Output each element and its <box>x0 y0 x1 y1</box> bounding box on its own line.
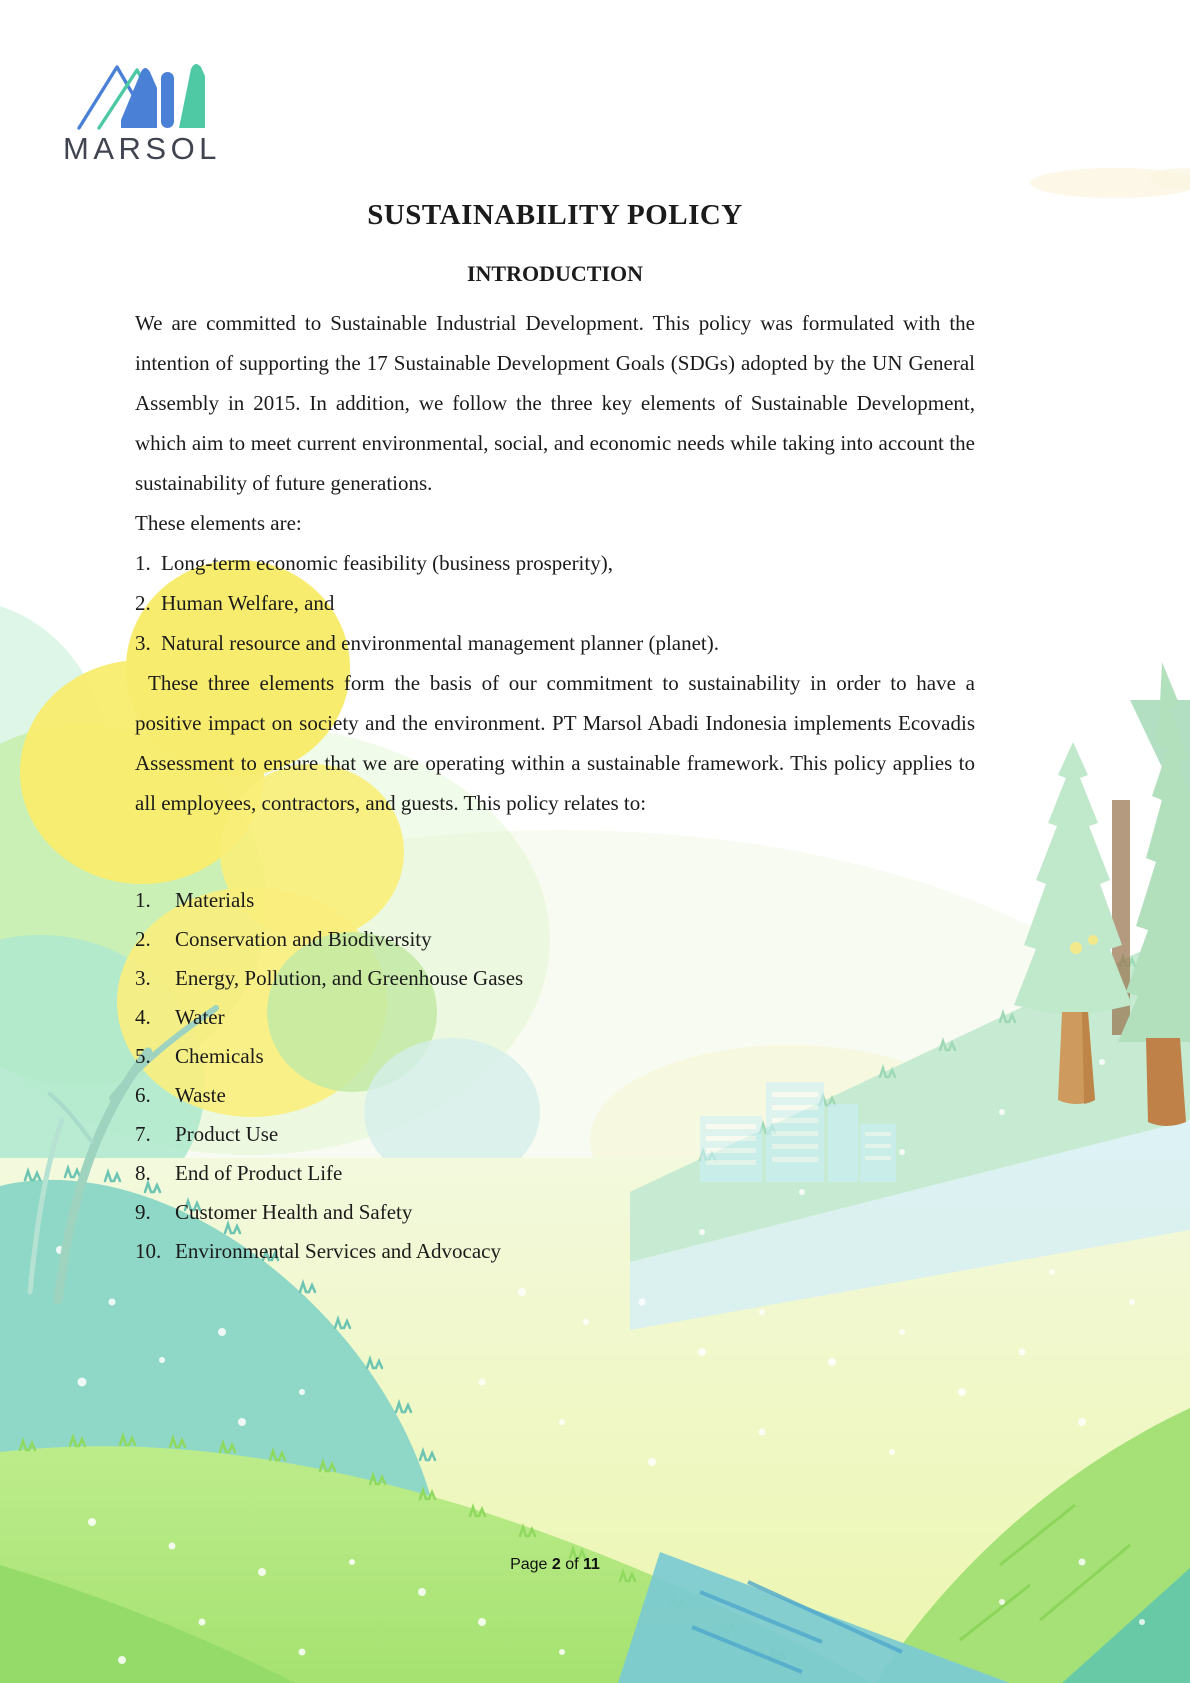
footer-page-number: 2 <box>551 1556 561 1573</box>
elements-list-item <box>135 583 975 623</box>
list-number: 1. <box>135 888 151 912</box>
document-title: SUSTAINABILITY POLICY <box>367 199 743 231</box>
policy-topic-item <box>135 998 975 1037</box>
policy-topic-item <box>135 1076 975 1115</box>
introduction-heading: INTRODUCTION <box>466 261 644 286</box>
list-number: 2. <box>135 591 151 615</box>
list-text: Water <box>175 1005 225 1029</box>
footer-prefix: Page <box>510 1556 552 1573</box>
policy-topic-item <box>135 920 975 959</box>
list-text: End of Product Life <box>175 1161 343 1185</box>
marsol-logo-mark-icon <box>77 54 209 130</box>
list-text: Environmental Services and Advocacy <box>175 1239 501 1263</box>
footer-separator: of <box>560 1556 584 1573</box>
marsol-wordmark: MARSOL <box>63 131 221 166</box>
list-text: Materials <box>175 888 255 912</box>
list-text: Conservation and Biodiversity <box>175 927 432 951</box>
list-number: 8. <box>135 1161 151 1185</box>
list-number: 7. <box>135 1122 151 1146</box>
list-text: Human Welfare, and <box>161 591 335 615</box>
list-text: Product Use <box>175 1122 279 1146</box>
list-text: Energy, Pollution, and Greenhouse Gases <box>175 966 524 990</box>
footer-page-indicator <box>135 1556 975 1574</box>
elements-lead: These elements are: <box>135 511 302 535</box>
list-text: Customer Health and Safety <box>175 1200 413 1224</box>
list-number: 9. <box>135 1200 151 1224</box>
list-number: 3. <box>135 966 151 990</box>
list-number: 1. <box>135 551 151 575</box>
intro-paragraph: We are committed to Sustainable Industrial Development. This policy was formulated with the intention of supporting the 17 Sustainable Development Goals (SDGs) adopted by the UN General Assembly in 2015. In addition, we follow the three key elements of Sustainable Development, which aim to meet current environmental, social, and economic needs while taking into account the sustainability of future generations. <box>135 311 975 495</box>
policy-topic-item <box>135 1115 975 1154</box>
policy-topic-item <box>135 1232 975 1271</box>
policy-topic-item <box>135 959 975 998</box>
footer-total-pages: 11 <box>583 1556 600 1573</box>
elements-list-item <box>135 543 975 583</box>
elements-list-item <box>135 623 975 663</box>
policy-topic-item <box>135 1037 975 1076</box>
list-number: 5. <box>135 1044 151 1068</box>
list-number: 2. <box>135 927 151 951</box>
elements-list <box>135 543 975 663</box>
commitment-paragraph: These three elements form the basis of our commitment to sustainability in order to have a positive impact on society and the environment. PT Marsol Abadi Indonesia implements Ecovadis Assessment to ensure that we are operating within a sustainable framework. This policy applies to all employees, contractors, and guests. This policy relates to: <box>135 671 975 815</box>
list-text: Waste <box>175 1083 226 1107</box>
list-number: 4. <box>135 1005 151 1029</box>
document-body <box>135 197 975 1271</box>
list-text: Chemicals <box>175 1044 264 1068</box>
marsol-logo <box>63 54 233 167</box>
policy-topics-list <box>135 881 975 1271</box>
list-number: 6. <box>135 1083 151 1107</box>
policy-topic-item <box>135 1154 975 1193</box>
list-text: Long-term economic feasibility (business prosperity), <box>161 551 613 575</box>
list-text: Natural resource and environmental management planner (planet). <box>161 631 720 655</box>
cream-smudge <box>1030 168 1190 198</box>
policy-topic-item <box>135 881 975 920</box>
list-number: 10. <box>135 1239 162 1263</box>
policy-topic-item <box>135 1193 975 1232</box>
list-number: 3. <box>135 631 151 655</box>
